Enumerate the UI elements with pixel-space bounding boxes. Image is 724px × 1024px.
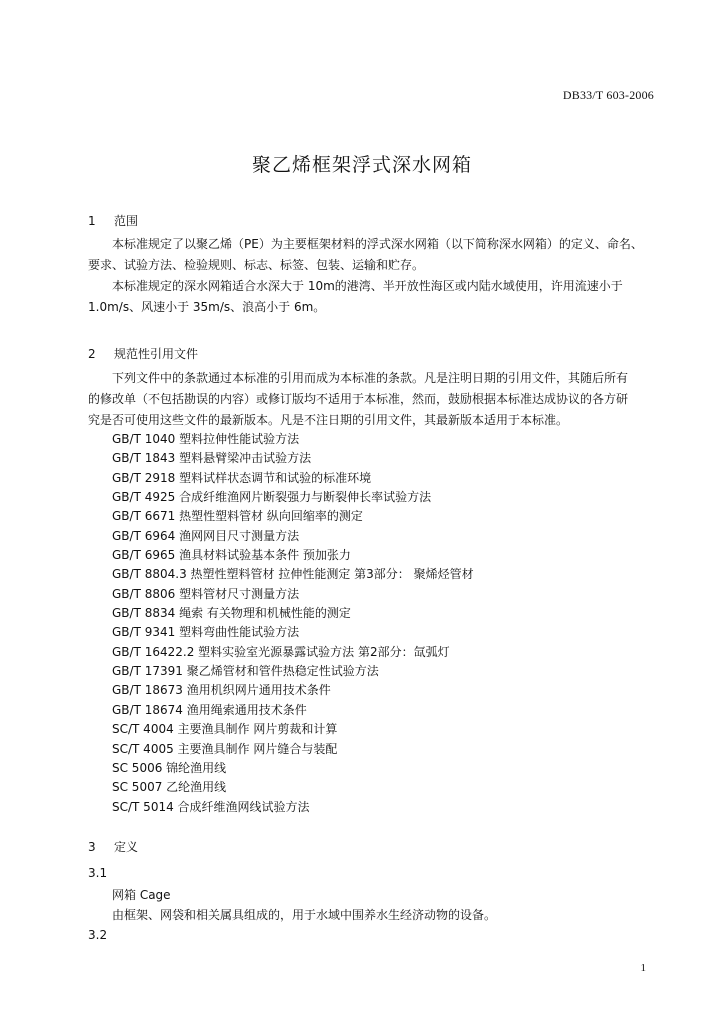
section-heading-normative: [88, 345, 198, 362]
reference-item: SC 5006 锦纶渔用线: [112, 760, 227, 775]
reference-item: GB/T 8804.3 热塑性塑料管材 拉伸性能测定 第3部分： 聚烯烃管材: [112, 567, 474, 582]
reference-item: GB/T 6671 热塑性塑料管材 纵向回缩率的测定: [112, 509, 363, 524]
reference-list: [112, 430, 474, 817]
reference-item: GB/T 8834 绳索 有关物理和机械性能的测定: [112, 606, 351, 621]
reference-item: GB/T 9341 塑料弯曲性能试验方法: [112, 625, 300, 640]
section-heading-scope: [88, 212, 138, 229]
text-line: 本标准规定了以聚乙烯（PE）为主要框架材料的浮式深水网箱（以下简称深水网箱）的定义、命名、: [112, 237, 643, 251]
text-line: 要求、试验方法、检验规则、标志、标签、包装、运输和贮存。: [88, 258, 425, 272]
text-line: 的修改单（不包括勘误的内容）或修订版均不适用于本标准，然而，鼓励根据本标准达成协议的各方研: [88, 392, 629, 406]
text-line: 究是否可使用这些文件的最新版本。凡是不注日期的引用文件，其最新版本适用于本标准。: [88, 413, 569, 427]
document-code: DB33/T 603-2006: [562, 88, 654, 102]
reference-item: GB/T 18674 渔用绳索通用技术条件: [112, 702, 307, 717]
section-number: 2: [88, 347, 96, 361]
scope-paragraph-2: [88, 276, 658, 318]
section-number: 3: [88, 840, 96, 854]
text-line: 1.0m/s、风速小于 35m/s、浪高小于 6m。: [88, 300, 326, 314]
scope-paragraph-1: [88, 234, 658, 276]
clause-number: 3.2: [88, 928, 108, 942]
term-title: 网箱 Cage: [112, 888, 171, 902]
section-title: 范围: [114, 214, 139, 228]
reference-item: GB/T 6965 渔具材料试验基本条件 预加张力: [112, 548, 351, 563]
reference-item: GB/T 6964 渔网网目尺寸测量方法: [112, 528, 300, 543]
reference-item: GB/T 2918 塑料试样状态调节和试验的标准环境: [112, 470, 372, 485]
reference-item: GB/T 1843 塑料悬臂梁冲击试验方法: [112, 451, 312, 466]
reference-item: SC 5007 乙纶渔用线: [112, 780, 227, 795]
reference-item: GB/T 16422.2 塑料实验室光源暴露试验方法 第2部分：氙弧灯: [112, 644, 450, 659]
text-line: 本标准规定的深水网箱适合水深大于 10m的港湾、半开放性海区或内陆水域使用，许用流速小于: [112, 279, 623, 293]
reference-item: SC/T 5014 合成纤维渔网线试验方法: [112, 799, 310, 814]
section-number: 1: [88, 214, 96, 228]
term-definition: 由框架、网袋和相关属具组成的，用于水域中围养水生经济动物的设备。: [112, 908, 497, 922]
text-line: 下列文件中的条款通过本标准的引用而成为本标准的条款。凡是注明日期的引用文件，其随后所有: [112, 371, 629, 385]
section-title: 规范性引用文件: [114, 347, 199, 361]
reference-item: SC/T 4005 主要渔具制作 网片缝合与装配: [112, 741, 338, 756]
reference-item: GB/T 17391 聚乙烯管材和管件热稳定性试验方法: [112, 664, 379, 679]
reference-item: GB/T 1040 塑料拉伸性能试验方法: [112, 432, 300, 446]
reference-item: GB/T 4925 合成纤维渔网片断裂强力与断裂伸长率试验方法: [112, 490, 432, 505]
reference-item: GB/T 18673 渔用机织网片通用技术条件: [112, 683, 331, 698]
reference-item: GB/T 8806 塑料管材尺寸测量方法: [112, 586, 300, 601]
page-number: 1: [640, 962, 646, 974]
section-title: 定义: [114, 840, 139, 854]
clause-number: 3.1: [88, 866, 108, 880]
reference-item: SC/T 4004 主要渔具制作 网片剪裁和计算: [112, 722, 338, 737]
section-heading-definitions: [88, 838, 138, 855]
normative-intro: [88, 368, 658, 431]
page-title: 聚乙烯框架浮式深水网箱: [251, 154, 472, 176]
